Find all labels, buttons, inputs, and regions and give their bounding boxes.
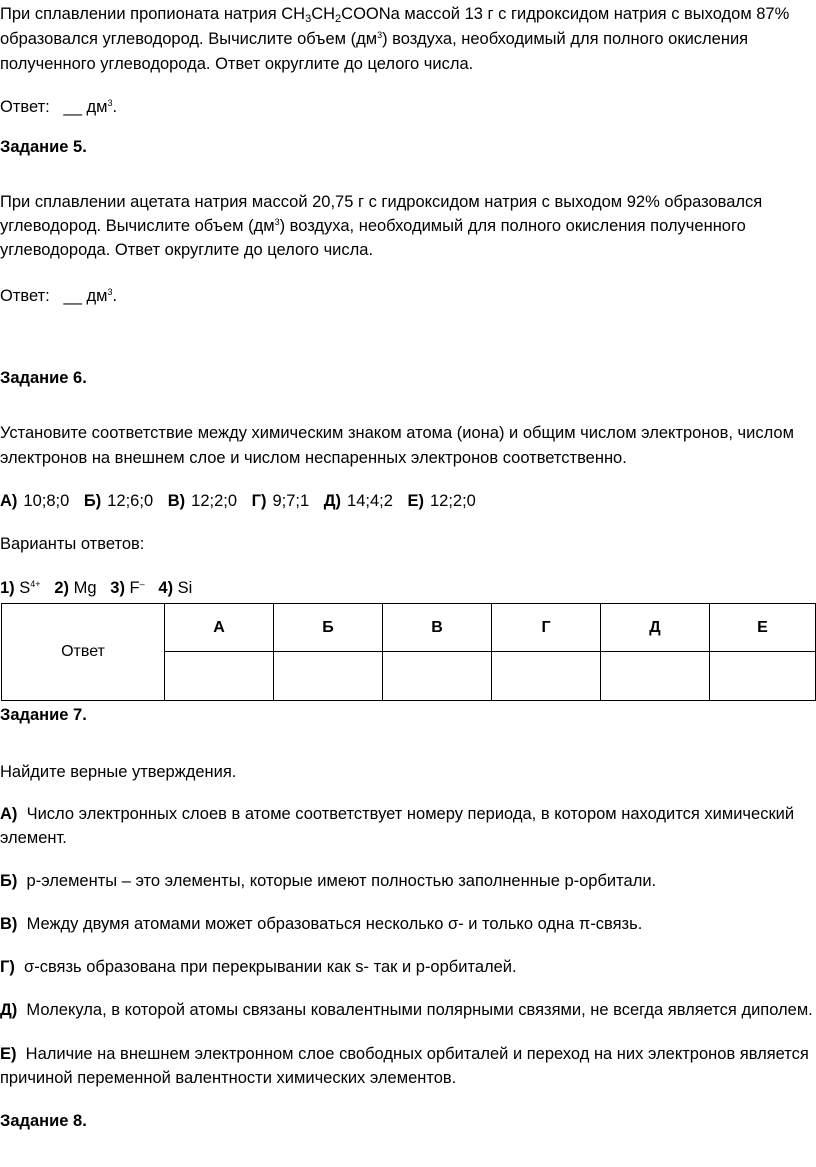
task4-text-line2: образовался углеводород. Вычислите объем $(дм^3)$ воздуха, необходимый для полного окисления: [0, 30, 749, 48]
task5-answer: Ответ: __ $дм^3$.: [0, 287, 118, 305]
statement-g: Г) σ-связь образована при перекрывании как s- так и p-орбиталей.: [0, 958, 517, 976]
answer-cell-a[interactable]: [165, 652, 274, 701]
col-header-b: Б: [274, 604, 383, 652]
task4-text-line1: При сплавлении пропионата натрия $CH_3CH_2COONa$ массой 13 г с гидроксидом натрия с выходом 87%: [0, 5, 790, 25]
task5-text-line2: углеводород. Вычислите объем $(дм^3)$ воздуха, необходимый для полного окисления полученного: [0, 217, 746, 235]
task6-variants: [0, 576, 192, 600]
option-b: Б) 12;6;0: [83, 492, 154, 510]
task6-variants-label: Варианты ответов:: [0, 535, 145, 553]
task8-heading: Задание 8.: [0, 1112, 87, 1130]
task4-answer: Ответ: __ $дм^3$.: [0, 98, 118, 116]
answer-blank: __: [63, 98, 82, 116]
col-header-d: Д: [601, 604, 710, 652]
col-header-g: Г: [492, 604, 601, 652]
option-d: Д) 14;4;2: [323, 492, 393, 510]
task6-text-line2: электронов на внешнем слое и числом неспаренных электронов соответственно.: [0, 449, 627, 467]
task6-options: [0, 489, 486, 513]
task6-text-line1: Установите соответствие между химическим знаком атома (иона) и общим числом электронов, числом: [0, 424, 794, 442]
statement-b: Б) p-элементы – это элементы, которые имеют полностью заполненные p-орбитали.: [0, 872, 657, 890]
option-a: А) 10;8;0: [0, 492, 70, 510]
task5-text-line1: При сплавлении ацетата натрия массой 20,75 г с гидроксидом натрия с выходом 92% образовался: [0, 193, 763, 211]
col-header-v: В: [383, 604, 492, 652]
statement-a-line2: элемент.: [0, 829, 67, 847]
option-e: Е) 12;2;0: [407, 492, 476, 510]
col-header-a: А: [165, 604, 274, 652]
statement-e: Е) Наличие на внешнем электронном слое свободных орбиталей и переход на них электронов является: [0, 1045, 809, 1063]
variant-2: 2) Mg: [54, 579, 97, 597]
statement-e-line2: причиной переменной валентности химических элементов.: [0, 1069, 457, 1087]
task4-text-line3: полученного углеводорода. Ответ округлите до целого числа.: [0, 55, 474, 73]
answer-cell-v[interactable]: [383, 652, 492, 701]
answer-row-label: Ответ: [2, 604, 165, 701]
task5-text-line3: углеводорода. Ответ округлите до целого числа.: [0, 241, 374, 259]
answer-cell-d[interactable]: [601, 652, 710, 701]
option-v: В) 12;2;0: [167, 492, 238, 510]
task7-intro: Найдите верные утверждения.: [0, 763, 237, 781]
option-g: Г) 9;7;1: [251, 492, 310, 510]
col-header-e: Е: [710, 604, 816, 652]
answer-blank: __: [63, 287, 82, 305]
answer-cell-b[interactable]: [274, 652, 383, 701]
task6-heading: Задание 6.: [0, 369, 87, 387]
variant-3: 3) F–: [110, 579, 145, 597]
statement-d: Д) Молекула, в которой атомы связаны ковалентными полярными связями, не всегда является диполем.: [0, 1001, 813, 1019]
variant-1: 1) $S^{4+}$: [0, 579, 41, 597]
answer-cell-g[interactable]: [492, 652, 601, 701]
variant-4: 4) Si: [158, 579, 193, 597]
task5-heading: Задание 5.: [0, 138, 87, 156]
answer-cell-e[interactable]: [710, 652, 816, 701]
statement-v: В) Между двумя атомами может образоваться несколько σ- и только одна π-связь.: [0, 915, 643, 933]
task7-heading: Задание 7.: [0, 706, 87, 724]
statement-a: А) Число электронных слоев в атоме соответствует номеру периода, в котором находится химический: [0, 805, 795, 823]
answer-table: [1, 603, 816, 701]
